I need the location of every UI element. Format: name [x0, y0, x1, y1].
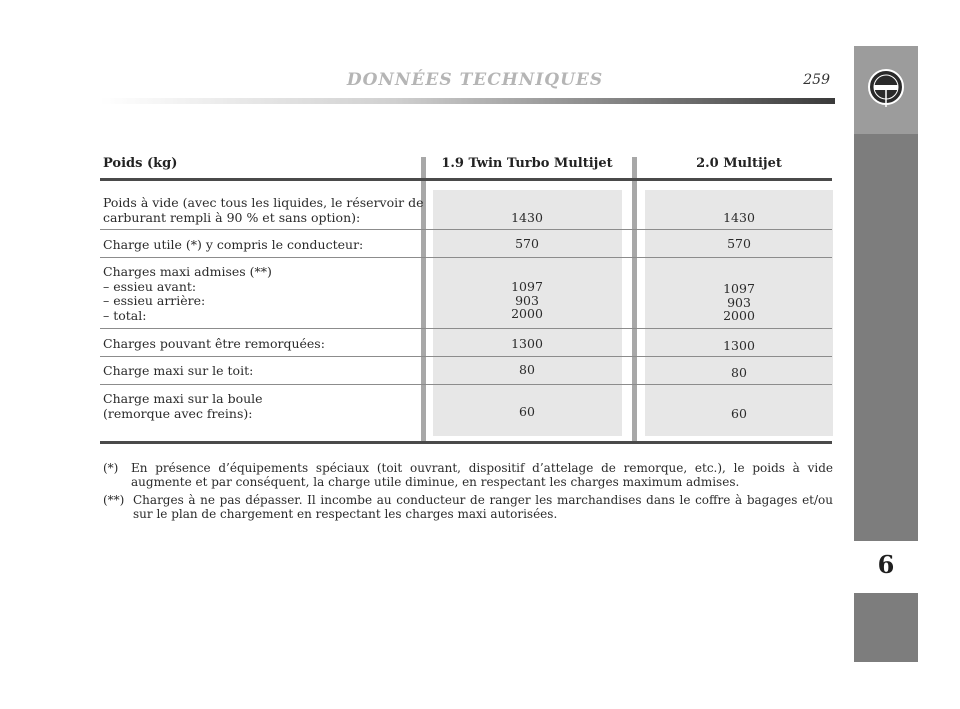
value-towable-2: 1300 — [723, 338, 755, 353]
row-label-roof-load: Charge maxi sur le toit: — [103, 363, 254, 378]
row-label-payload: Charge utile (*) y compris le conducteur: — [103, 237, 364, 252]
table-bottom-rule — [100, 441, 832, 444]
footnote-mark: (*) — [103, 461, 119, 475]
page-number: 259 — [803, 72, 830, 88]
row-divider — [100, 229, 832, 230]
row-divider — [100, 328, 832, 329]
row-divider — [100, 257, 832, 258]
lancia-shield-icon — [866, 67, 906, 111]
value-empty-weight-1: 1430 — [511, 210, 543, 225]
column-header-engine-2: 2.0 Multijet — [696, 156, 782, 171]
column-header-weight: Poids (kg) — [103, 156, 178, 171]
footnote-text: En présence d’équipements spéciaux (toit ouvrant, dispositif d’attelage de remorque, etc.), le poids à vide augmente et par conséquent, la charge utile diminue, en respectant les charges maximum admises. — [131, 461, 833, 489]
row-label-towball-load: Charge maxi sur la boule (remorque avec freins): — [103, 391, 263, 421]
row-label-empty-weight: Poids à vide (avec tous les liquides, le réservoir de carburant rempli à 90 % et sans option): — [103, 195, 424, 225]
footnote-mark: (**) — [103, 493, 125, 507]
value-towball-load-2: 60 — [731, 406, 747, 421]
value-roof-load-2: 80 — [731, 365, 747, 380]
value-empty-weight-2: 1430 — [723, 210, 755, 225]
value-towable-1: 1300 — [511, 336, 543, 351]
footnote-empty-weight — [103, 461, 833, 489]
section-title: DONNÉES TECHNIQUES — [346, 70, 604, 90]
column-divider — [632, 157, 637, 443]
table-top-rule — [100, 178, 832, 181]
row-divider — [100, 356, 832, 357]
value-max-loads-1: 1097 903 2000 — [511, 279, 543, 321]
footnote-max-loads — [103, 493, 833, 521]
value-payload-1: 570 — [515, 236, 539, 251]
row-label-towable: Charges pouvant être remorquées: — [103, 336, 325, 351]
chapter-number: 6 — [877, 550, 895, 579]
value-payload-2: 570 — [727, 236, 751, 251]
value-towball-load-1: 60 — [519, 404, 535, 419]
footnote-text: Charges à ne pas dépasser. Il incombe au conducteur de ranger les marchandises dans le coffre à bagages et/ou sur le plan de chargement en respectant les charges maxi autorisées. — [133, 493, 833, 521]
row-divider — [100, 384, 832, 385]
column-header-engine-1: 1.9 Twin Turbo Multijet — [441, 156, 613, 171]
value-roof-load-1: 80 — [519, 362, 535, 377]
chapter-sidebar — [854, 46, 918, 662]
row-label-max-loads: Charges maxi admises (**) – essieu avant: – essieu arrière: – total: — [103, 264, 272, 323]
header-rule — [100, 98, 835, 104]
value-max-loads-2: 1097 903 2000 — [723, 281, 755, 323]
